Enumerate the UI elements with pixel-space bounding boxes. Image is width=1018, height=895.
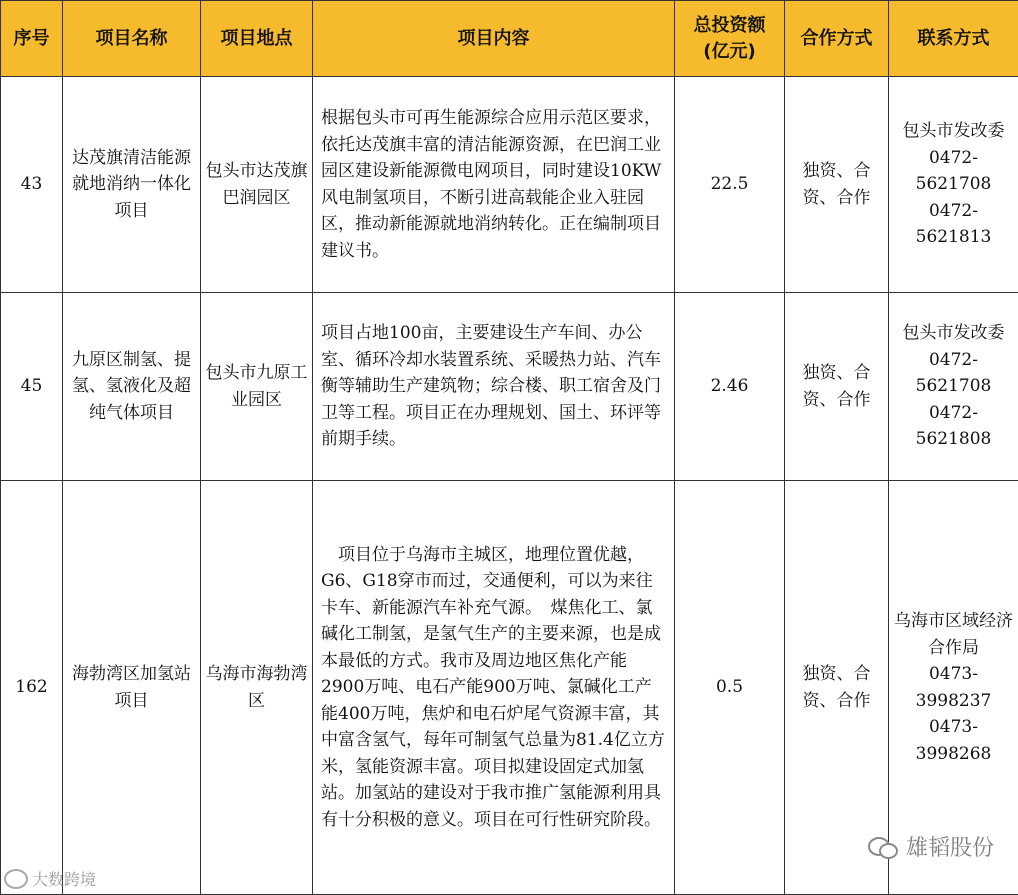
header-name: 项目名称: [63, 1, 201, 77]
watermark-right-text: 雄韬股份: [906, 831, 994, 862]
watermark-logo-icon: [4, 869, 28, 889]
table-row: [1, 481, 1018, 895]
cell-contact: 乌海市区域经济合作局 0473- 3998237 0473- 3998268: [889, 481, 1018, 895]
cell-name: 达茂旗清洁能源就地消纳一体化项目: [63, 77, 201, 293]
cell-location: 包头市九原工业园区: [201, 293, 313, 481]
cell-contact: 包头市发改委 0472- 5621708 0472- 5621808: [889, 293, 1018, 481]
cell-investment: 0.5: [675, 481, 785, 895]
cell-mode: 独资、合资、合作: [785, 293, 889, 481]
header-mode: 合作方式: [785, 1, 889, 77]
cell-seq: 162: [1, 481, 63, 895]
cell-location: 乌海市海勃湾区: [201, 481, 313, 895]
cell-location: 包头市达茂旗巴润园区: [201, 77, 313, 293]
header-investment: 总投资额 (亿元): [675, 1, 785, 77]
cell-contact: 包头市发改委 0472- 5621708 0472- 5621813: [889, 77, 1018, 293]
cell-name: 九原区制氢、提氢、氢液化及超纯气体项目: [63, 293, 201, 481]
header-contact: 联系方式: [889, 1, 1018, 77]
header-content: 项目内容: [313, 1, 675, 77]
cell-investment: 2.46: [675, 293, 785, 481]
header-location: 项目地点: [201, 1, 313, 77]
watermark-left-text: 大数跨境: [32, 867, 96, 890]
cell-content: 项目位于乌海市主城区，地理位置优越，G6、G18穿市而过，交通便利，可以为来往卡车、新能源汽车补充气源。 煤焦化工、氯碱化工制氢，是氢气生产的主要来源，也是成本最低的方式。我市及周边地区焦化产能2900万吨、电石产能900万吨、氯碱化工产能400万吨，焦炉和电石炉尾气资源丰富，其中富含氢气，每年可制氢气总量为81.4亿立方米，氢能资源丰富。项目拟建设固定式加氢站。加氢站的建设对于我市推广氢能源利用具有十分积极的意义。项目在可行性研究阶段。: [313, 481, 675, 895]
table-row: [1, 77, 1018, 293]
cell-seq: 43: [1, 77, 63, 293]
header-seq: 序号: [1, 1, 63, 77]
cell-content: 项目占地100亩，主要建设生产车间、办公室、循环冷却水装置系统、采暖热力站、汽车衡等辅助生产建筑物；综合楼、职工宿舍及门卫等工程。项目正在办理规划、国土、环评等前期手续。: [313, 293, 675, 481]
cell-mode: 独资、合资、合作: [785, 481, 889, 895]
cell-name: 海勃湾区加氢站项目: [63, 481, 201, 895]
watermark-left: [4, 867, 96, 890]
cell-content: 根据包头市可再生能源综合应用示范区要求，依托达茂旗丰富的清洁能源资源，在巴润工业园区建设新能源微电网项目，同时建设10KW风电制氢项目，不断引进高载能企业入驻园区，推动新能源就地消纳转化。正在编制项目建议书。: [313, 77, 675, 293]
header-row: [1, 1, 1018, 77]
table-row: [1, 293, 1018, 481]
watermark-right: [868, 831, 994, 862]
cell-seq: 45: [1, 293, 63, 481]
cell-investment: 22.5: [675, 77, 785, 293]
cell-mode: 独资、合资、合作: [785, 77, 889, 293]
wechat-icon: [868, 835, 898, 859]
